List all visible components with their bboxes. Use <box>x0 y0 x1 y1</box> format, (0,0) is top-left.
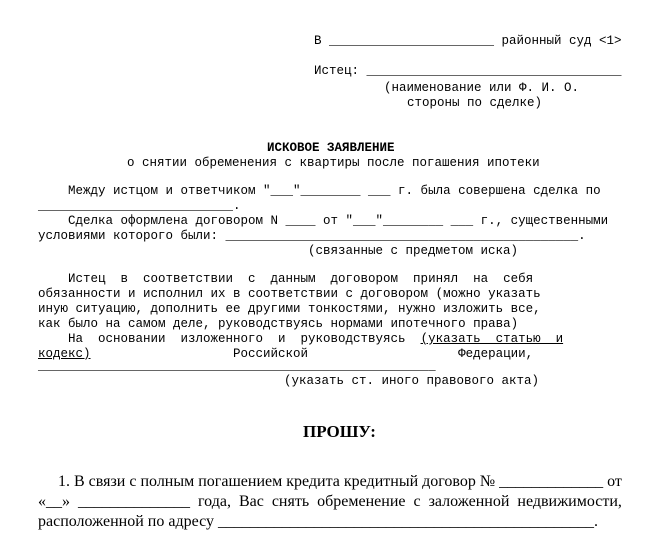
request-heading: ПРОШУ: <box>303 422 376 441</box>
p3-line2: обязанности и исполнил их в соответствии с договором (можно указать <box>38 287 541 301</box>
p4-statute-hint: (указать статью и <box>420 332 564 346</box>
p2-line2: условиями которого были: _______________________________________________. <box>38 229 586 243</box>
request-item1-line1: 1. В связи с полным погашением кредита кредитный договор № _____________ от <box>38 473 622 490</box>
p2-line1: Сделка оформлена договором N ____ от "___"________ ___ г., существенными <box>38 214 609 228</box>
court-line: В ______________________ районный суд <1> <box>314 34 622 48</box>
p1-line2: __________________________. <box>38 199 241 213</box>
p4-note: (указать ст. иного правового акта) <box>284 374 540 388</box>
p4-line2-text: Российской Федерации, <box>90 347 534 361</box>
plaintiff-note-1: (наименование или Ф. И. О. <box>384 81 580 95</box>
document-title: ИСКОВОЕ ЗАЯВЛЕНИЕ <box>267 141 395 155</box>
request-item1-line2: «__» ______________ года, Вас снять обременение с заложенной недвижимости, <box>38 493 622 510</box>
p1-line1: Между истцом и ответчиком "___"________ ___ г. была совершена сделка по <box>38 184 601 198</box>
p3-line3: иную ситуацию, дополнить ее другими тонкостями, нужно изложить все, <box>38 302 541 316</box>
p3-line4: как было на самом деле, руководствуясь нормами ипотечного права) <box>38 317 519 331</box>
plaintiff-note-2: стороны по сделке) <box>407 96 543 110</box>
request-item1-line3: расположенной по адресу _______________________________________________. <box>38 513 598 530</box>
p2-note: (связанные с предметом иска) <box>308 244 519 258</box>
document-subtitle: о снятии обременения с квартиры после погашения ипотеки <box>127 156 540 170</box>
p3-line1: Истец в соответствии с данным договором принял на себя <box>38 272 534 286</box>
p4-line1-text: На основании изложенного и руководствуясь <box>38 332 421 346</box>
plaintiff-line: Истец: __________________________________ <box>314 64 622 78</box>
p4-code-hint: кодекс) <box>38 347 91 361</box>
p4-line3: _____________________________________________________ <box>38 359 436 373</box>
